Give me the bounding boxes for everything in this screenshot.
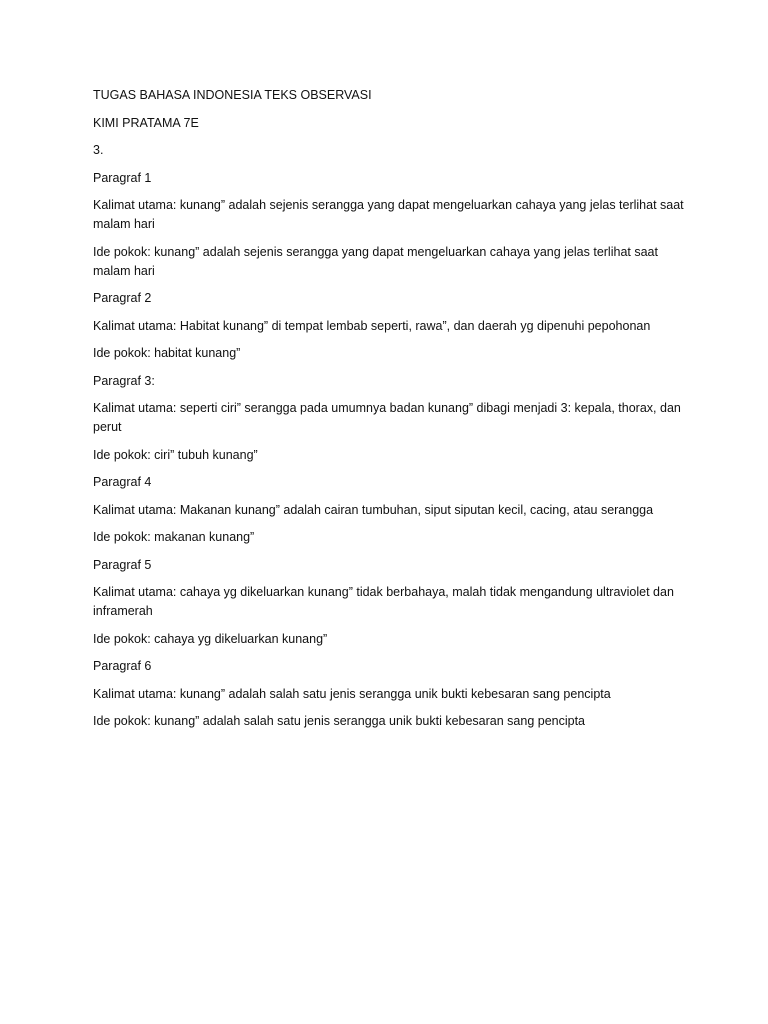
document-body	[93, 86, 693, 740]
ide-pokok-text: Ide pokok: makanan kunang”	[93, 530, 255, 544]
paragraph-heading: Paragraf 4	[93, 475, 152, 489]
ide-pokok-text: Ide pokok: kunang” adalah sejenis serangga yang dapat mengeluarkan cahaya yang jelas terlihat saat malam hari	[93, 244, 662, 278]
ide-pokok-text: Ide pokok: habitat kunang”	[93, 346, 241, 360]
kalimat-utama-text: Kalimat utama: cahaya yg dikeluarkan kunang” tidak berbahaya, malah tidak mengandung ultraviolet dan inframerah	[93, 585, 678, 618]
ide-pokok-text: Ide pokok: ciri” tubuh kunang”	[93, 447, 258, 462]
kalimat-utama-text: Kalimat utama: Makanan kunang” adalah cairan tumbuhan, siput siputan kecil, cacing, atau serangga	[93, 502, 654, 517]
ide-pokok-text: Ide pokok: cahaya yg dikeluarkan kunang”	[93, 631, 328, 646]
kalimat-utama-text: Kalimat utama: seperti ciri” serangga pada umumnya badan kunang” dibagi menjadi 3: kepala, thorax, dan perut	[93, 401, 685, 434]
question-number: 3.	[93, 143, 104, 157]
paragraph-heading: Paragraf 1	[93, 170, 152, 185]
ide-pokok-text: Ide pokok: kunang” adalah salah satu jenis serangga unik bukti kebesaran sang pencipta	[93, 714, 586, 728]
paragraph-heading: Paragraf 5	[93, 557, 152, 572]
document-title: TUGAS BAHASA INDONESIA TEKS OBSERVASI	[93, 88, 372, 102]
kalimat-utama-text: Kalimat utama: Habitat kunang” di tempat lembab seperti, rawa”, dan daerah yg dipenuhi pepohonan	[93, 318, 651, 333]
paragraph-heading: Paragraf 2	[93, 291, 152, 305]
author-line: KIMI PRATAMA 7E	[93, 115, 199, 130]
kalimat-utama-text: Kalimat utama: kunang” adalah salah satu jenis serangga unik bukti kebesaran sang pencipta	[93, 686, 611, 701]
paragraph-heading: Paragraf 3:	[93, 373, 155, 388]
kalimat-utama-text: Kalimat utama: kunang” adalah sejenis serangga yang dapat mengeluarkan cahaya yang jelas terlihat saat malam hari	[93, 198, 688, 231]
paragraph-heading: Paragraf 6	[93, 659, 152, 673]
